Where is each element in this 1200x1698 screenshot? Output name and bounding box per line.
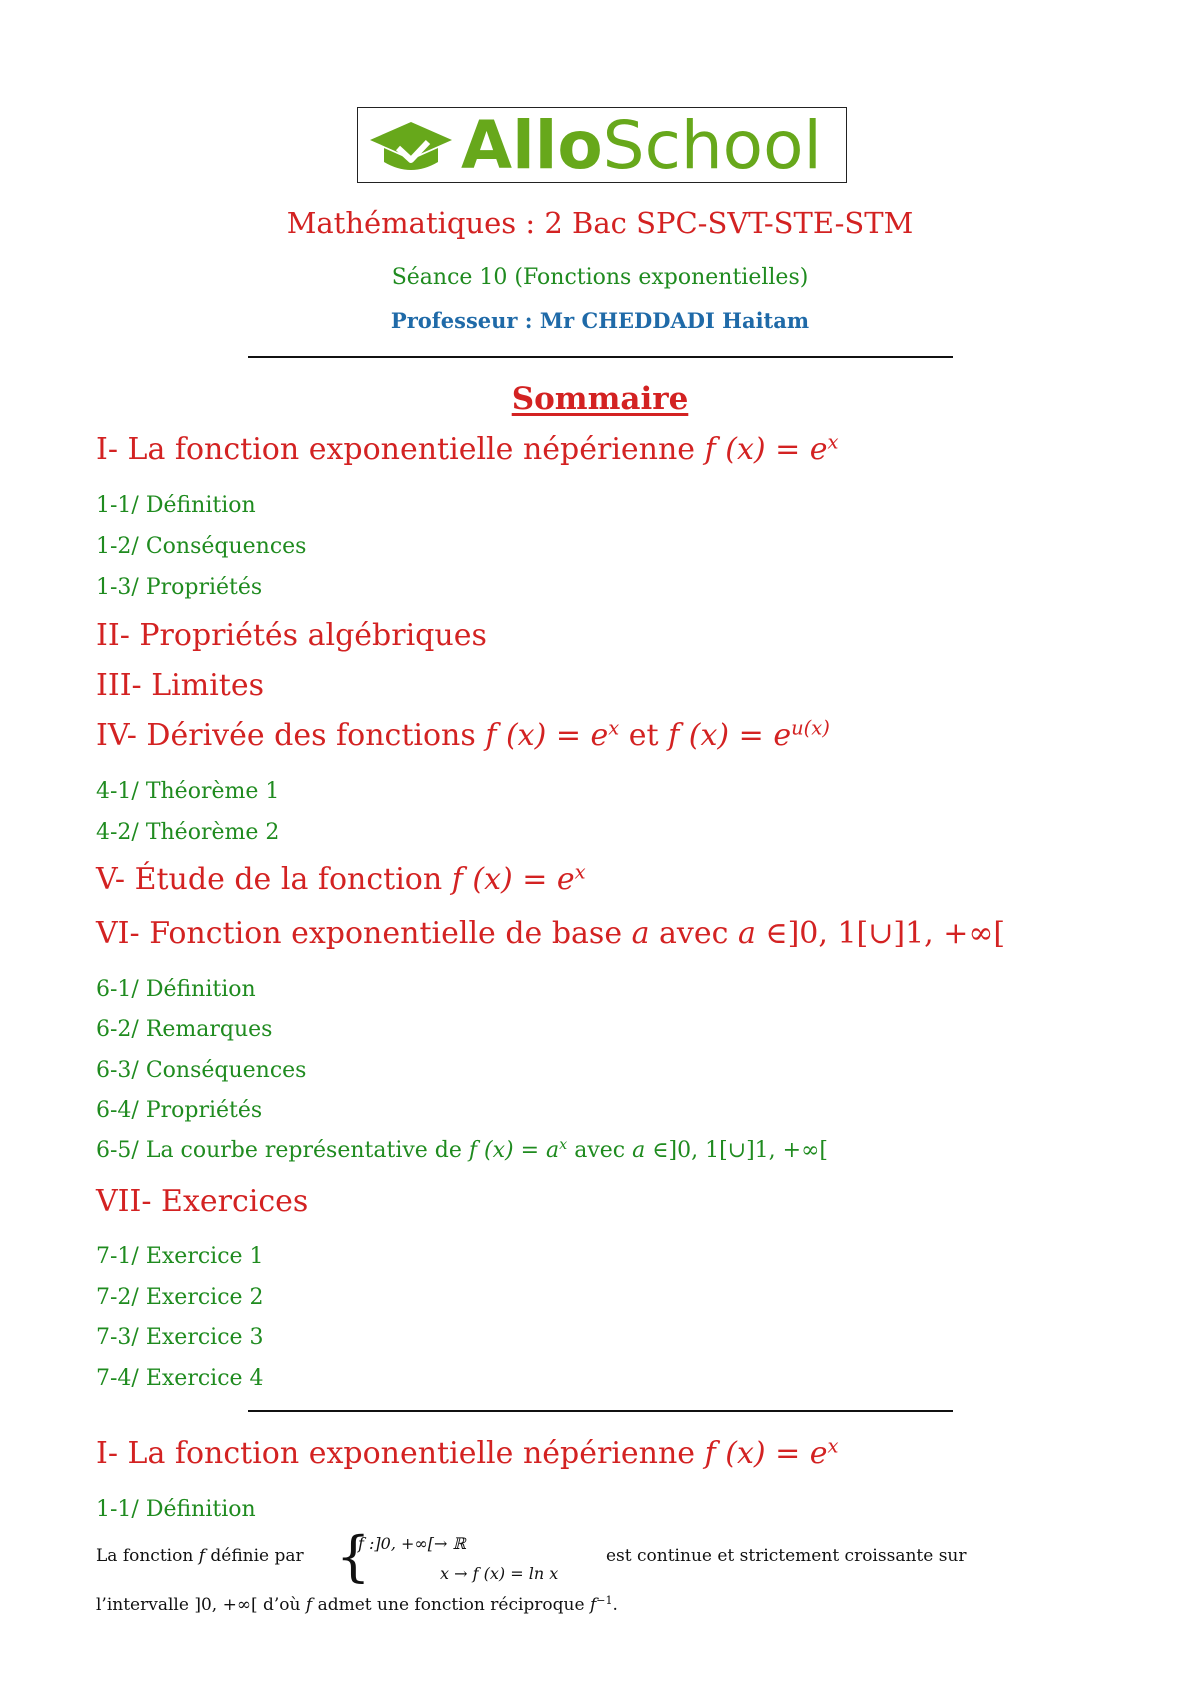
toc-item-7-4: 7-4/ Exercice 4 <box>96 1366 264 1391</box>
toc-section-5-label: V- Étude de la fonction <box>96 862 452 897</box>
alloschool-logo <box>357 107 847 183</box>
toc-section-3: III- Limites <box>96 668 264 703</box>
toc-section-6 <box>96 916 1005 951</box>
toc-item-1-1: 1-1/ Définition <box>96 493 256 518</box>
toc-section-4-math2: f (x) = e <box>668 718 792 753</box>
logo-text-bold: Allo <box>461 107 603 184</box>
paragraph-1-start <box>96 1546 304 1566</box>
toc-section-2: II- Propriétés algébriques <box>96 618 487 653</box>
toc-section-4-math1: f (x) = e <box>485 718 609 753</box>
logo-text-regular: School <box>602 107 822 184</box>
toc-item-6-5-math2: a <box>632 1138 646 1163</box>
toc-section-1-sup: x <box>827 430 839 454</box>
toc-item-6-5-label: 6-5/ La courbe représentative de <box>96 1138 469 1163</box>
para2-end: . <box>612 1595 618 1615</box>
section-title <box>96 1436 839 1471</box>
toc-item-1-2: 1-2/ Conséquences <box>96 534 307 559</box>
toc-section-7: VII- Exercices <box>96 1184 309 1219</box>
professor-name: Professeur : Mr CHEDDADI Haitam <box>390 308 810 333</box>
paragraph-2 <box>96 1595 618 1615</box>
toc-item-6-4: 6-4/ Propriétés <box>96 1098 263 1123</box>
toc-item-7-3: 7-3/ Exercice 3 <box>96 1325 264 1350</box>
toc-section-5-math: f (x) = e <box>451 862 575 897</box>
toc-section-4-label: IV- Dérivée des fonctions <box>96 718 486 753</box>
section-title-math: f (x) = e <box>704 1436 828 1471</box>
para1-mid: définie par <box>204 1546 304 1566</box>
system-line-2: x → f (x) = ln x <box>440 1564 559 1583</box>
toc-item-6-2: 6-2/ Remarques <box>96 1017 273 1042</box>
graduation-cap-icon <box>368 118 454 174</box>
toc-item-6-5 <box>96 1138 828 1163</box>
subsection-title: 1-1/ Définition <box>96 1497 256 1522</box>
toc-item-6-5-sup: x <box>559 1137 568 1154</box>
toc-section-6-math2: a <box>737 916 756 951</box>
para2-sup: −1 <box>596 1593 613 1607</box>
toc-item-6-5-math: f (x) = a <box>468 1138 560 1163</box>
divider-bottom <box>248 1410 953 1412</box>
toc-item-6-3: 6-3/ Conséquences <box>96 1058 307 1083</box>
toc-item-6-5-tail: ∈]0, 1[∪]1, +∞[ <box>645 1138 829 1163</box>
toc-section-5-sup: x <box>574 860 586 884</box>
section-title-sup: x <box>827 1434 839 1458</box>
seance-title: Séance 10 (Fonctions exponentielles) <box>391 265 809 290</box>
toc-title: Sommaire <box>511 381 689 417</box>
toc-item-6-5-mid: avec <box>567 1138 633 1163</box>
toc-section-6-label: VI- Fonction exponentielle de base <box>96 916 632 951</box>
toc-section-1-math: f (x) = e <box>704 432 828 467</box>
para1-start: La fonction <box>96 1546 199 1566</box>
para1-f: f <box>198 1546 205 1566</box>
para2-finv: f <box>589 1595 597 1615</box>
system-line-1: f :]0, +∞[→ ℝ <box>358 1534 466 1553</box>
toc-section-4-mid: et <box>619 718 669 753</box>
toc-section-5 <box>96 862 586 897</box>
toc-section-4-sup2: u(x) <box>791 716 830 740</box>
toc-section-4 <box>96 718 830 753</box>
para2-start: l’intervalle ]0, +∞[ d’où <box>96 1595 306 1615</box>
function-definition-system <box>336 1525 606 1594</box>
divider-top <box>248 356 953 358</box>
subject-title: Mathématiques : 2 Bac SPC-SVT-STE-STM <box>286 206 914 240</box>
toc-section-6-mid: avec <box>649 916 738 951</box>
toc-section-1 <box>96 432 839 467</box>
toc-section-1-label: I- La fonction exponentielle népérienne <box>96 432 705 467</box>
toc-item-4-2: 4-2/ Théorème 2 <box>96 820 280 845</box>
section-title-label: I- La fonction exponentielle népérienne <box>96 1436 705 1471</box>
logo-text <box>461 107 822 184</box>
toc-section-6-math1: a <box>631 916 650 951</box>
para2-mid: admet une fonction réciproque <box>312 1595 590 1615</box>
toc-section-6-tail: ∈]0, 1[∪]1, +∞[ <box>755 916 1006 951</box>
left-brace: { <box>336 1525 371 1588</box>
toc-item-6-1: 6-1/ Définition <box>96 977 256 1002</box>
toc-section-4-sup1: x <box>608 716 620 740</box>
toc-item-7-1: 7-1/ Exercice 1 <box>96 1244 264 1269</box>
toc-item-1-3: 1-3/ Propriétés <box>96 575 263 600</box>
para2-f: f <box>305 1595 313 1615</box>
toc-item-7-2: 7-2/ Exercice 2 <box>96 1285 264 1310</box>
toc-item-4-1: 4-1/ Théorème 1 <box>96 779 280 804</box>
paragraph-1-end: est continue et strictement croissante sur <box>606 1546 967 1566</box>
